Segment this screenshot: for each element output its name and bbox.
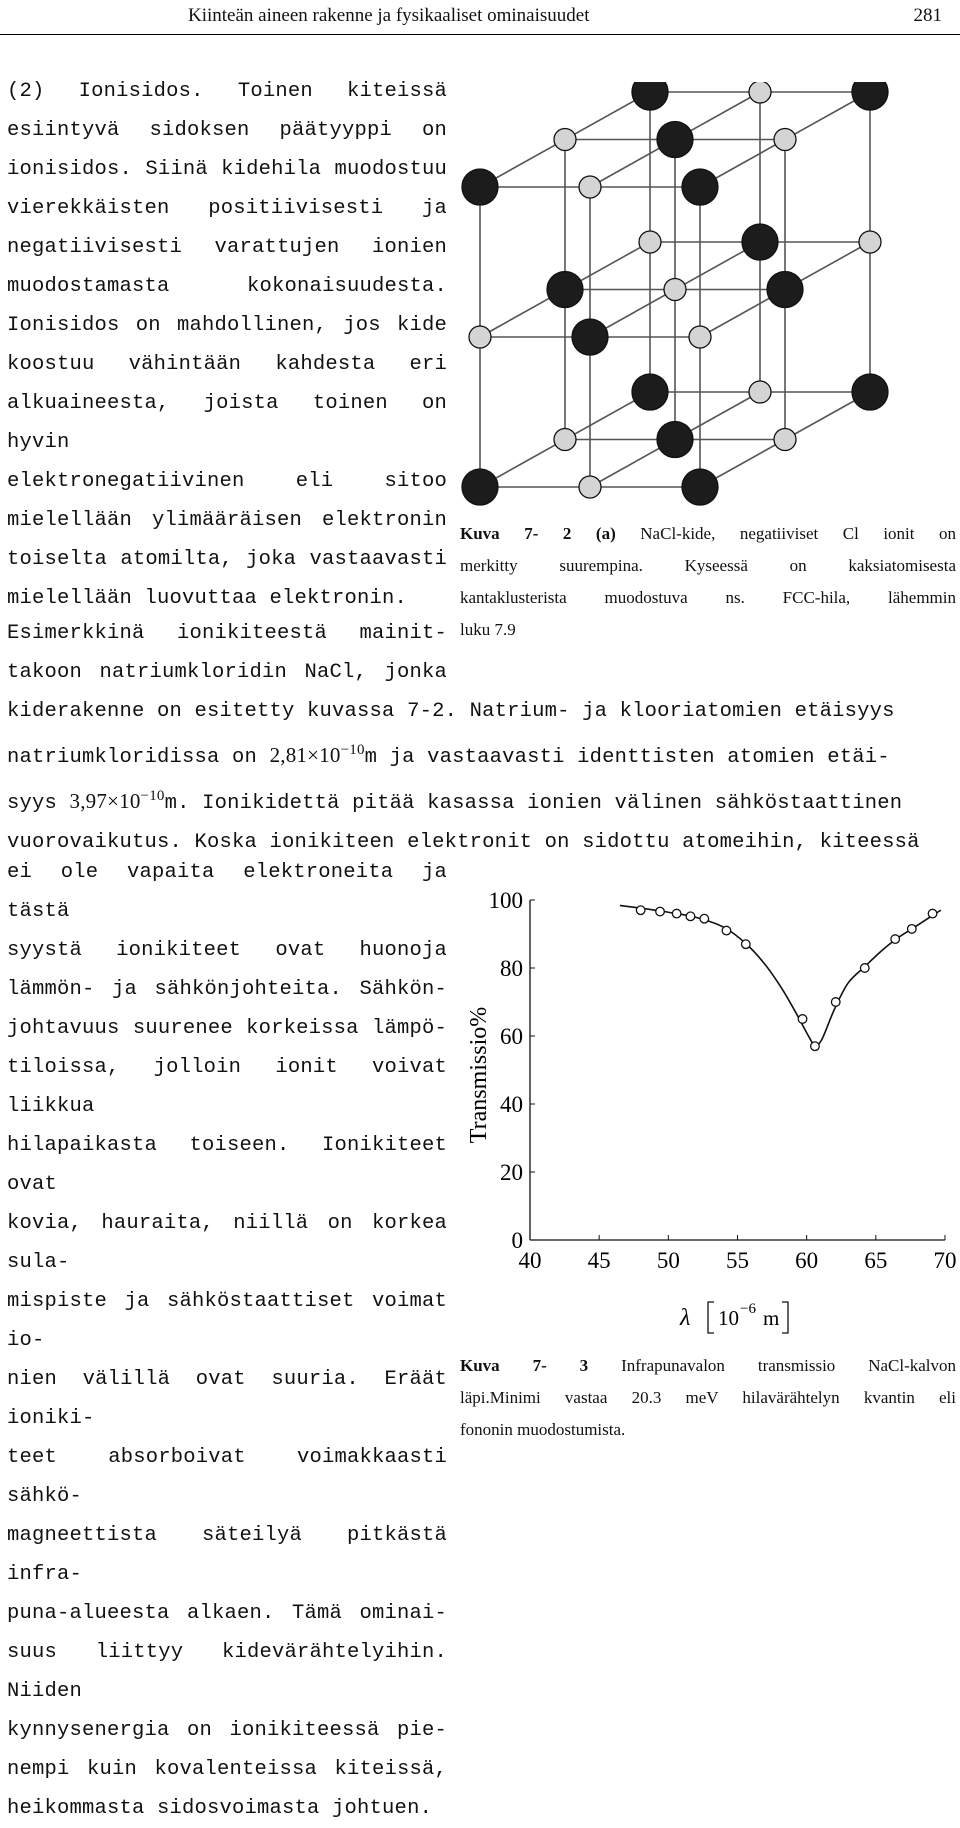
x-axis-label-bracket-right xyxy=(782,1302,788,1333)
text-line: vierekkäisten positiivisesti ja xyxy=(7,197,447,220)
text-line: hilapaikasta toiseen. Ionikiteet ovat xyxy=(7,1134,447,1196)
chloride-ion xyxy=(852,82,888,110)
y-tick-label: 0 xyxy=(511,1228,523,1253)
chloride-ion xyxy=(852,374,888,410)
sodium-ion xyxy=(639,231,661,253)
text-line: Ionisidos on mahdollinen, jos kide xyxy=(7,314,447,337)
sodium-ion xyxy=(689,326,711,348)
figure-7-2-label: Kuva 7- 2 xyxy=(460,524,572,543)
data-point xyxy=(831,998,840,1007)
chloride-ion xyxy=(462,469,498,505)
text-line: Esimerkkinä ionikiteestä mainit- xyxy=(7,622,447,645)
text-line: magneettista säteilyä pitkästä infra- xyxy=(7,1524,447,1586)
distance-1-mantissa: 2,81 xyxy=(269,743,308,767)
sodium-ion xyxy=(579,176,601,198)
text-line: esiintyvä sidoksen päätyyppi on xyxy=(7,119,447,142)
sodium-ion xyxy=(749,381,771,403)
figure-7-2-caption-text: NaCl-kide, negatiiviset Cl ionit on xyxy=(640,524,957,543)
figure-7-2-caption-line-1 xyxy=(460,518,956,550)
chloride-ion xyxy=(632,82,668,110)
example-paragraph-full xyxy=(7,692,920,862)
y-tick-label: 20 xyxy=(500,1160,523,1185)
text-line: ei ole vapaita elektroneita ja tästä xyxy=(7,861,447,923)
full-line-natrium xyxy=(7,731,890,777)
chloride-ion xyxy=(657,122,693,158)
transmission-curve xyxy=(620,905,941,1045)
distance-2-exponent: −10 xyxy=(140,788,165,804)
text-line: tiloissa, jolloin ionit voivat liikkua xyxy=(7,1056,447,1118)
sodium-ion xyxy=(774,429,796,451)
text-line: lämmön- ja sähkönjohteita. Sähkön- xyxy=(7,978,447,1001)
y-axis-label: Transmissio% xyxy=(466,1006,492,1144)
data-point xyxy=(686,912,695,921)
text-line: johtavuus suurenee korkeissa lämpö- xyxy=(7,1017,447,1040)
distance-value-2: $3,97\times 10^{-10}$ xyxy=(69,788,165,813)
full-line-1: kiderakenne on esitetty kuvassa 7-2. Natrium- ja klooriatomien etäisyys xyxy=(7,700,895,723)
data-point xyxy=(700,914,709,923)
section-ionisidos-text xyxy=(7,72,447,618)
sodium-ion xyxy=(579,476,601,498)
text-line: negatiivisesti varattujen ionien xyxy=(7,236,447,259)
text-line: (2) Ionisidos. Toinen kiteissä xyxy=(7,80,447,103)
text-line: koostuu vähintään kahdesta eri xyxy=(7,353,447,376)
data-point xyxy=(722,926,731,935)
text-line: teet absorboivat voimakkaasti sähkö- xyxy=(7,1446,447,1508)
chloride-ion xyxy=(657,422,693,458)
text-line: muodostamasta kokonaisuudesta. xyxy=(7,275,447,298)
sodium-ion xyxy=(774,129,796,151)
data-point xyxy=(798,1015,807,1024)
text-line: heikommasta sidosvoimasta johtuen. xyxy=(7,1797,433,1820)
distance-2-mantissa: 3,97 xyxy=(69,789,108,813)
text-line: takoon natriumkloridin NaCl, jonka xyxy=(7,661,447,684)
chloride-ion xyxy=(742,224,778,260)
x-tick-label: 55 xyxy=(726,1248,749,1273)
sodium-ion xyxy=(554,129,576,151)
sodium-ion xyxy=(469,326,491,348)
example-paragraph-start xyxy=(7,614,447,692)
x-axis-label-exponent: −6 xyxy=(740,1301,756,1317)
text-line: syystä ionikiteet ovat huonoja xyxy=(7,939,447,962)
figure-7-2-caption-line-2: merkitty suurempina. Kyseessä on kaksiatomisesta xyxy=(460,556,956,575)
figure-7-3-caption xyxy=(460,1350,956,1446)
natrium-prefix: natriumkloridissa on xyxy=(7,746,258,769)
text-line: alkuaineesta, joista toinen on hyvin xyxy=(7,392,447,454)
page-number: 281 xyxy=(913,5,942,26)
figure-7-2-caption-line-4: luku 7.9 xyxy=(460,620,516,639)
example-paragraph-continued xyxy=(7,853,447,1828)
sodium-ion xyxy=(749,82,771,103)
text-line: kynnysenergia on ionikiteessä pie- xyxy=(7,1719,447,1742)
transmission-chart xyxy=(455,880,960,1350)
figure-7-2-caption xyxy=(460,518,956,646)
figure-7-3-caption-line-3: fononin muodostumista. xyxy=(460,1420,626,1439)
x-tick-label: 45 xyxy=(587,1248,611,1273)
chloride-ion xyxy=(572,319,608,355)
text-line: ionisidos. Siinä kidehila muodostuu xyxy=(7,158,447,181)
text-line: nien välillä ovat suuria. Eräät ioniki- xyxy=(7,1368,447,1430)
full-line-last: vuorovaikutus. Koska ionikiteen elektronit on sidottu atomeihin, kiteessä xyxy=(7,831,920,854)
y-tick-label: 100 xyxy=(488,888,523,913)
figure-7-3-caption-text: Infrapunavalon transmissio NaCl-kalvon xyxy=(621,1356,957,1375)
sodium-ion xyxy=(664,279,686,301)
x-axis-label-base: 10 xyxy=(718,1306,739,1330)
text-line: mielellään ylimääräisen elektronin xyxy=(7,509,447,532)
crystal-atoms xyxy=(462,82,888,505)
text-line: nempi kuin kovalenteissa kiteissä, xyxy=(7,1758,447,1781)
figure-7-3-caption-line-2: läpi.Minimi vastaa 20.3 meV hilavärähtelyn kvantin eli xyxy=(460,1388,956,1407)
data-point xyxy=(928,909,937,918)
data-point xyxy=(672,909,681,918)
chloride-ion xyxy=(462,169,498,205)
y-tick-label: 80 xyxy=(500,956,523,981)
data-point xyxy=(636,906,645,915)
text-line: kovia, hauraita, niillä on korkea sula- xyxy=(7,1212,447,1274)
x-axis-label-bracket-left xyxy=(708,1302,714,1333)
natrium-suffix: m ja vastaavasti identtisten atomien etäi- xyxy=(364,746,890,769)
syys-suffix: m. Ionikidettä pitää kasassa ionien välinen sähköstaattinen xyxy=(164,792,903,815)
text-line: mispiste ja sähköstaattiset voimat io- xyxy=(7,1290,447,1352)
text-line: puna-alueesta alkaen. Tämä ominai- xyxy=(7,1602,447,1625)
figure-7-3-caption-line-1 xyxy=(460,1350,956,1382)
chloride-ion xyxy=(767,272,803,308)
y-tick-label: 60 xyxy=(500,1024,523,1049)
data-point xyxy=(891,935,900,944)
data-point xyxy=(742,940,751,949)
chloride-ion xyxy=(632,374,668,410)
x-tick-label: 50 xyxy=(656,1248,680,1273)
sodium-ion xyxy=(554,429,576,451)
chloride-ion xyxy=(547,272,583,308)
data-point xyxy=(811,1042,820,1051)
figure-7-2-part: (a) xyxy=(595,524,616,543)
x-tick-label: 65 xyxy=(864,1248,888,1273)
x-tick-label: 40 xyxy=(518,1248,542,1273)
sodium-ion xyxy=(859,231,881,253)
figure-7-3-label: Kuva 7- 3 xyxy=(460,1356,589,1375)
nacl-crystal-figure xyxy=(455,82,955,522)
chloride-ion xyxy=(682,169,718,205)
x-axis-label-symbol: λ xyxy=(680,1305,691,1331)
data-point xyxy=(908,925,917,934)
text-line: mielellään luovuttaa elektronin. xyxy=(7,587,408,610)
text-line: elektronegatiivinen eli sitoo xyxy=(7,470,447,493)
x-tick-label: 70 xyxy=(933,1248,957,1273)
text-line: toiselta atomilta, joka vastaavasti xyxy=(7,548,447,571)
text-line: suus liittyy kidevärähtelyihin. Niiden xyxy=(7,1641,447,1703)
page-header xyxy=(0,0,960,35)
header-title: Kiinteän aineen rakenne ja fysikaaliset ominaisuudet xyxy=(188,5,590,26)
data-point xyxy=(656,907,665,916)
full-line-syys xyxy=(7,777,903,823)
chloride-ion xyxy=(682,469,718,505)
y-tick-label: 40 xyxy=(500,1092,523,1117)
x-axis-label-unit: m xyxy=(763,1306,780,1330)
data-point xyxy=(860,964,869,973)
distance-1-exponent: −10 xyxy=(340,742,365,758)
distance-value-1: $2,81\times 10^{-10}$ xyxy=(269,742,365,767)
syys-prefix: syys xyxy=(7,792,58,815)
figure-7-2-caption-line-3: kantaklusterista muodostuva ns. FCC-hila, lähemmin xyxy=(460,588,956,607)
x-tick-label: 60 xyxy=(795,1248,819,1273)
